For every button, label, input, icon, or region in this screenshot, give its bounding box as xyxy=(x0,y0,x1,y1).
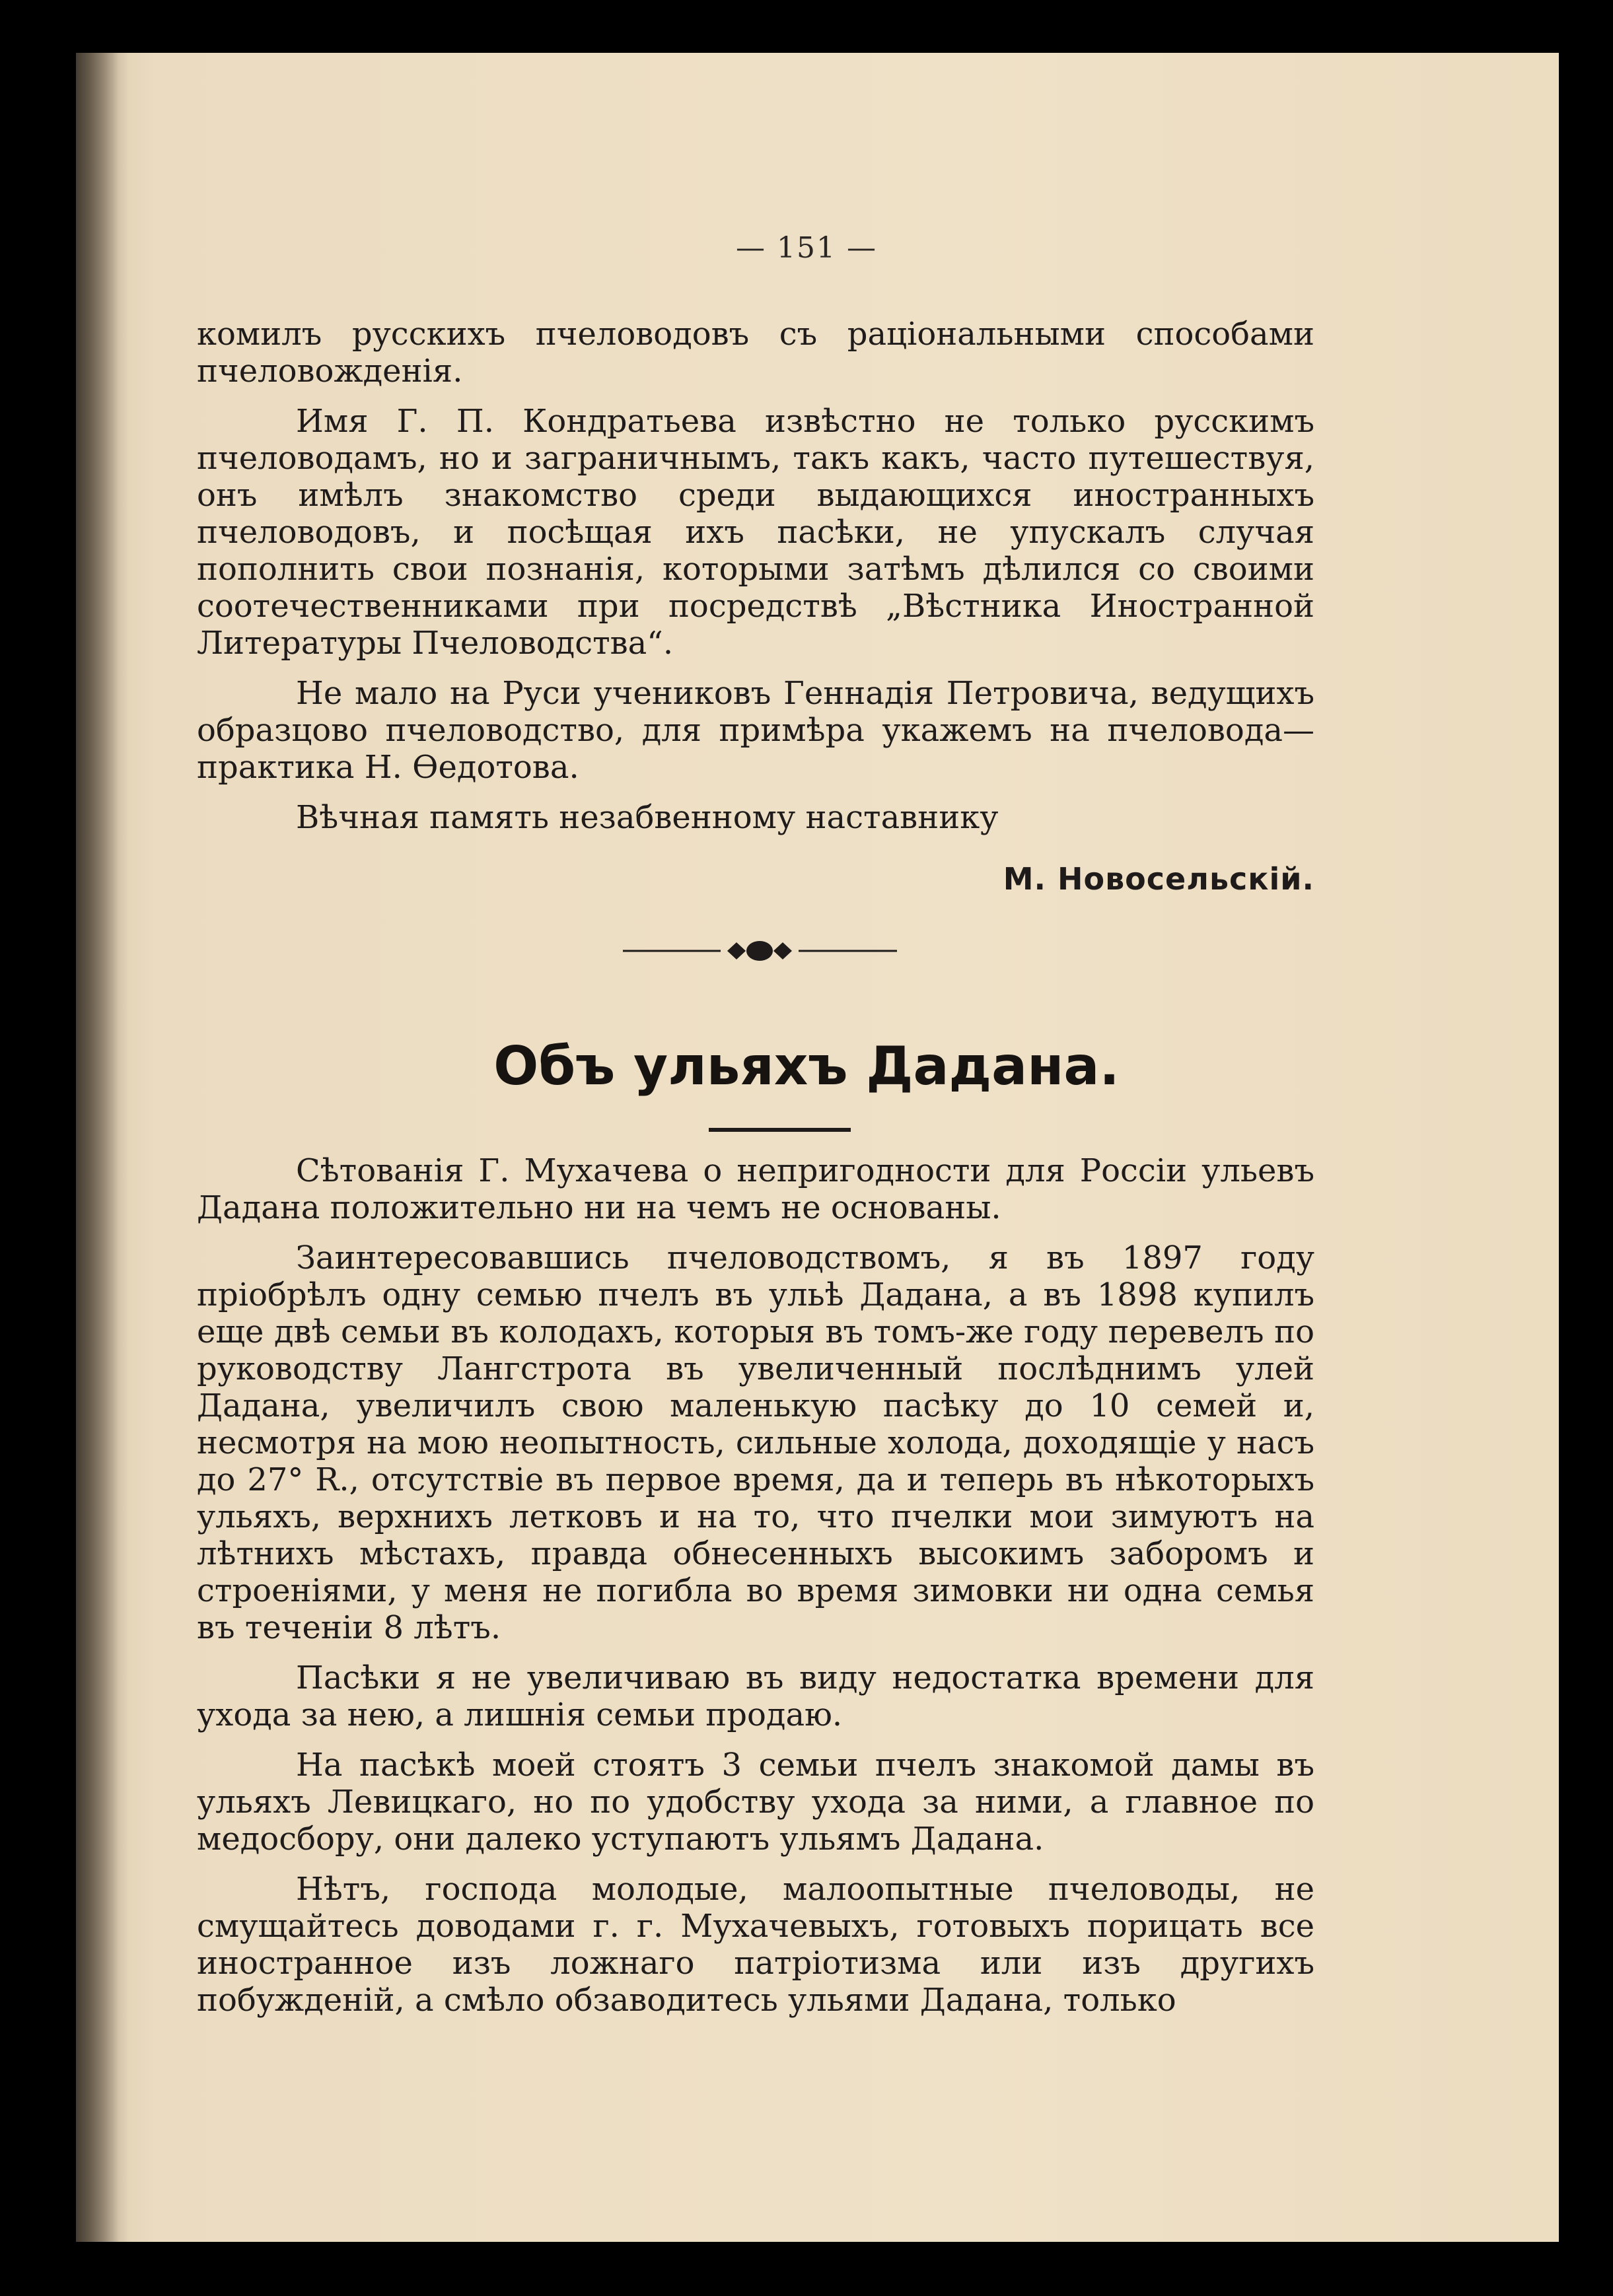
paragraph: Нѣтъ, господа молодые, малоопытные пчеловоды, не смущайтесь доводами г. г. Мухачевыхъ, готовыхъ порицать все иностранное изъ ложнаго патріотизма или изъ другихъ побужденій, а смѣло обзаводитесь ульями Дадана, только xyxy=(197,1871,1314,2019)
paragraph: Имя Г. П. Кондратьева извѣстно не только русскимъ пчеловодамъ, но и заграничнымъ, такъ какъ, часто путешествуя, онъ имѣлъ знакомство среди выдающихся иностранныхъ пчеловодовъ, и посѣщая ихъ пасѣки, не упускалъ случая пополнить свои познанія, которыми затѣмъ дѣлился со своими соотечественниками при посредствѣ „Вѣстника Иностранной Литературы Пчеловодства“. xyxy=(197,403,1314,662)
author-signature: М. Новосельскій. xyxy=(1003,861,1314,897)
paragraph: Сѣтованія Г. Мухачева о непригодности для Россіи ульевъ Дадана положительно ни на чемъ не основаны. xyxy=(197,1152,1314,1226)
paragraph: Вѣчная память незабвенному наставнику xyxy=(296,799,999,836)
paragraph: комилъ русскихъ пчеловодовъ съ раціональными способами пчеловожденія. xyxy=(197,316,1314,390)
paragraph: Пасѣки я не увеличиваю въ виду недостатка времени для ухода за нею, а лишнія семьи продаю. xyxy=(197,1659,1314,1733)
section-divider-ornament xyxy=(623,938,897,964)
page-number: — 151 — xyxy=(736,231,877,265)
article-body xyxy=(197,1152,1314,2019)
title-underline xyxy=(709,1128,851,1132)
article-title: Объ ульяхъ Дадана. xyxy=(493,1035,1120,1097)
paragraph: Не мало на Руси учениковъ Геннадія Петровича, ведущихъ образцово пчеловодство, для примѣра укажемъ на пчеловода—практика Н. Ѳедотова. xyxy=(197,675,1314,786)
paragraph: На пасѣкѣ моей стоятъ 3 семьи пчелъ знакомой дамы въ ульяхъ Левицкаго, но по удобству ухода за ними, а главное по медосбору, они далеко уступаютъ ульямъ Дадана. xyxy=(197,1747,1314,1858)
article-continued-body xyxy=(197,316,1314,836)
paragraph: Заинтересовавшись пчеловодствомъ, я въ 1897 году пріобрѣлъ одну семью пчелъ въ ульѣ Дадана, а въ 1898 купилъ еще двѣ семьи въ колодахъ, которыя въ томъ-же году перевелъ по руководству Лангстрота въ увеличенный послѣднимъ улей Дадана, увеличилъ свою маленькую пасѣку до 10 семей и, несмотря на мою неопытность, сильные холода, доходящіе у насъ до 27° R., отсутствіе въ первое время, да и теперь въ нѣкоторыхъ ульяхъ, верхнихъ летковъ и на то, что пчелки мои зимуютъ на лѣтнихъ мѣстахъ, правда обнесенныхъ высокимъ заборомъ и строеніями, у меня не погибла во время зимовки ни одна семья въ теченіи 8 лѣтъ. xyxy=(197,1239,1314,1646)
